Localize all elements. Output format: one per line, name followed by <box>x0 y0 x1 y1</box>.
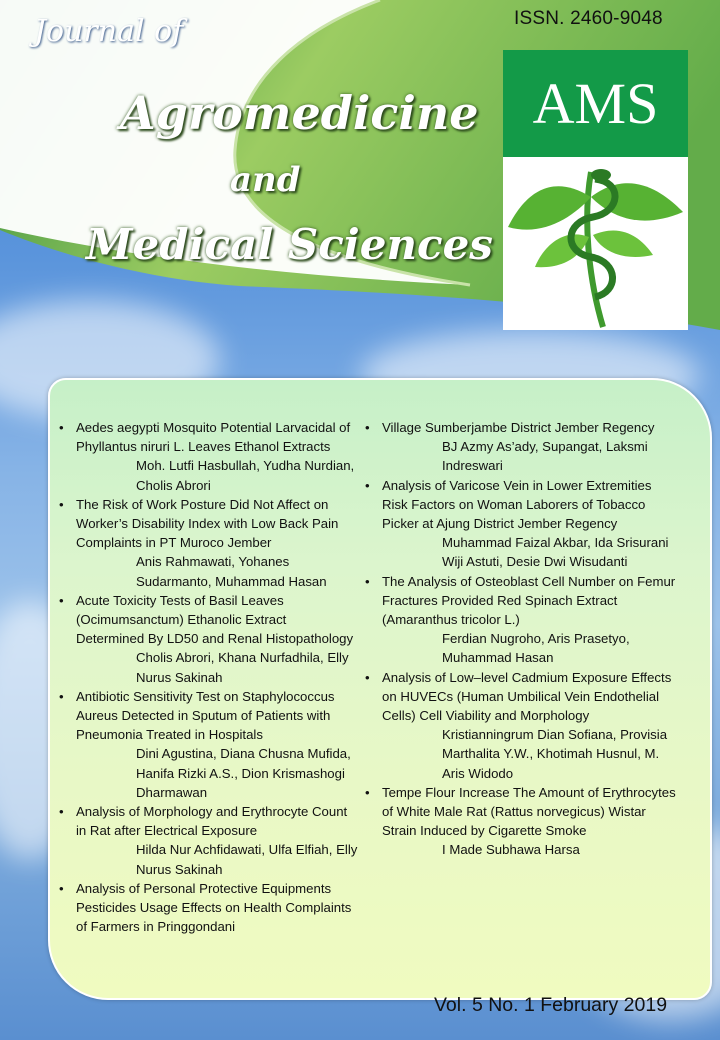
contents-column-right <box>364 418 679 860</box>
bullet-icon: • <box>365 420 370 435</box>
article-authors: Moh. Lutfi Hasbullah, Yudha Nurdian, Cholis Abrori <box>136 458 355 493</box>
bullet-icon: • <box>59 804 64 820</box>
bullet-icon: • <box>59 880 64 896</box>
article-entry <box>58 591 358 687</box>
article-entry <box>58 418 358 495</box>
ams-logo-text: AMS <box>503 50 688 157</box>
article-authors: Muhammad Faizal Akbar, Ida Srisurani Wiji Astuti, Desie Dwi Wisudanti <box>442 535 669 570</box>
article-entry <box>364 418 679 476</box>
article-title: Acute Toxicity Tests of Basil Leaves (Ocimumsanctum) Ethanolic Extract Determined By LD50 and Renal Histopathology <box>76 592 354 647</box>
article-title: Analysis of Varicose Vein in Lower Extremities Risk Factors on Woman Laborers of Tobacco Picker at Ajung District Jember Regency <box>382 477 652 532</box>
issn-number: ISSN. 2460-9048 <box>514 8 663 29</box>
article-authors: Kristianningrum Dian Sofiana, Provisia Marthalita Y.W., Khotimah Husnul, M. Aris Widodo <box>442 727 668 781</box>
article-title: Antibiotic Sensitivity Test on Staphylococcus Aureus Detected in Sputum of Patients with Pneumonia Treated in Hospitals <box>76 688 335 743</box>
article-title: Aedes aegypti Mosquito Potential Larvacidal of Phyllantus niruri L. Leaves Ethanol Extracts <box>76 420 351 455</box>
journal-title-line1: Agromedicine <box>120 86 479 140</box>
article-title: The Analysis of Osteoblast Cell Number on Femur Fractures Provided Red Spinach Extract (Amaranthus tricolor L.) <box>382 573 676 628</box>
article-entry <box>58 802 358 879</box>
article-entry <box>58 687 358 802</box>
article-entry <box>364 783 679 860</box>
bullet-icon: • <box>365 477 370 493</box>
journal-title-line3: Medical Sciences <box>86 220 493 269</box>
article-title-row <box>58 802 358 840</box>
article-title: Analysis of Low–level Cadmium Exposure Effects on HUVECs (Human Umbilical Vein Endothelial Cells) Cell Viability and Morphology <box>382 669 672 724</box>
article-authors: Anis Rahmawati, Yohanes Sudarmanto, Muhammad Hasan <box>136 554 327 589</box>
article-authors: Dini Agustina, Diana Chusna Mufida, Hanifa Rizki A.S., Dion Krismashogi Dharmawan <box>136 746 351 800</box>
bullet-icon: • <box>59 688 64 704</box>
bullet-icon: • <box>365 669 370 685</box>
article-title-row <box>364 418 679 437</box>
article-title-row <box>364 476 679 534</box>
article-title: The Risk of Work Posture Did Not Affect on Worker’s Disability Index with Low Back Pain Complaints in PT Muroco Jember <box>76 496 339 551</box>
article-title-row <box>364 572 679 630</box>
journal-of-label: Journal of <box>34 14 184 49</box>
article-authors: Cholis Abrori, Khana Nurfadhila, Elly Nurus Sakinah <box>136 650 349 685</box>
bullet-icon: • <box>59 592 64 608</box>
bullet-icon: • <box>59 420 64 435</box>
article-title-row <box>364 668 679 726</box>
plant-caduceus-icon <box>503 157 688 330</box>
article-entry <box>364 668 679 783</box>
article-title-row <box>364 783 679 841</box>
article-title-row <box>58 591 358 649</box>
article-title: Village Sumberjambe District Jember Regency <box>382 420 655 435</box>
article-authors: Ferdian Nugroho, Aris Prasetyo, Muhammad Hasan <box>442 631 630 666</box>
bullet-icon: • <box>365 573 370 589</box>
article-title: Tempe Flour Increase The Amount of Erythrocytes of White Male Rat (Rattus norvegicus) Wistar Strain Induced by Cigarette Smoke <box>382 784 676 839</box>
volume-issue-date: Vol. 5 No. 1 February 2019 <box>434 994 668 1016</box>
journal-title-line2: and <box>230 160 301 200</box>
article-entry <box>364 476 679 572</box>
article-title-row <box>58 687 358 745</box>
article-entry <box>364 572 679 668</box>
article-title-row <box>58 879 358 937</box>
article-title: Analysis of Morphology and Erythrocyte Count in Rat after Electrical Exposure <box>76 804 348 839</box>
ams-logo <box>503 50 688 330</box>
bullet-icon: • <box>59 496 64 512</box>
article-entry <box>58 879 358 937</box>
article-title: Analysis of Personal Protective Equipments Pesticides Usage Effects on Health Complaints of Farmers in Pringgondani <box>76 880 352 935</box>
contents-column-left <box>58 418 358 936</box>
article-entry <box>58 495 358 591</box>
article-authors: Hilda Nur Achfidawati, Ulfa Elfiah, Elly Nurus Sakinah <box>136 842 358 877</box>
bullet-icon: • <box>365 784 370 800</box>
article-title-row <box>58 495 358 553</box>
article-title-row <box>58 418 358 456</box>
article-authors: I Made Subhawa Harsa <box>442 842 580 858</box>
article-authors: BJ Azmy As’ady, Supangat, Laksmi Indreswari <box>442 439 648 474</box>
